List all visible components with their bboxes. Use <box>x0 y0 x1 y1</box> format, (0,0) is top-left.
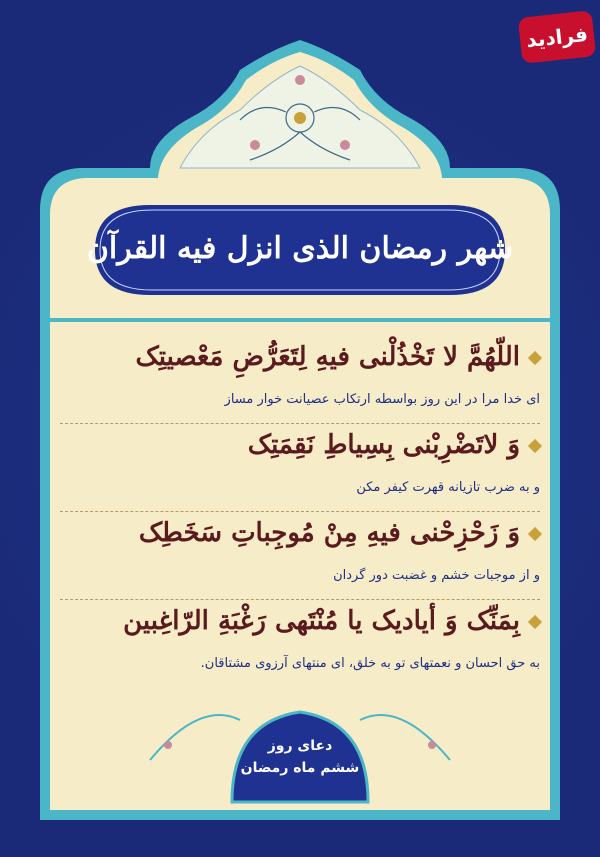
arabic-text: اللّهُمَّ لا تَخْذُلْنی فیهِ لِتَعَرُّضِ مَعْصیتِک <box>60 342 540 372</box>
dashed-separator <box>60 511 540 512</box>
badge-line-2: ششم ماه رمضان <box>240 760 360 776</box>
persian-translation: و به ضرب تازیانه قهرت کیفر مکن <box>356 480 540 495</box>
persian-translation: و از موجبات خشم و غضبت دور گردان <box>333 568 540 583</box>
arabic-text: وَ زَحْزِحْنی فیهِ مِنْ مُوجِباتِ سَخَطِک <box>60 518 540 548</box>
prayer-line <box>60 606 540 694</box>
prayer-list <box>60 342 540 694</box>
diamond-bullet-icon <box>528 439 542 453</box>
diamond-bullet-icon <box>528 527 542 541</box>
prayer-line <box>60 430 540 518</box>
title-banner <box>86 200 514 296</box>
title-calligraphy: شهر رمضان الذی انزل فیه القرآن <box>86 230 514 266</box>
dashed-separator <box>60 599 540 600</box>
day-badge <box>232 712 368 802</box>
prayer-line <box>60 342 540 430</box>
arabic-text: وَ لاتَضْرِبْنی بِسِیاطِ نَقِمَتِک <box>60 430 540 460</box>
diamond-bullet-icon <box>528 351 542 365</box>
diamond-bullet-icon <box>528 615 542 629</box>
dashed-separator <box>60 423 540 424</box>
logo-text: فرادید <box>525 21 589 53</box>
persian-translation: به حق احسان و نعمتهای تو به خلق، ای منتهای آرزوی مشتاقان. <box>200 656 540 671</box>
prayer-line <box>60 518 540 606</box>
persian-translation: ای خدا مرا در این روز بواسطه ارتکاب عصیانت خوار مساز <box>224 392 540 407</box>
arabic-text: بِمَنِّک وَ أیادیک یا مُنْتَهی رَغْبَةِ الرّاغِبین <box>60 606 540 636</box>
badge-line-1: دعای روز <box>267 738 333 754</box>
